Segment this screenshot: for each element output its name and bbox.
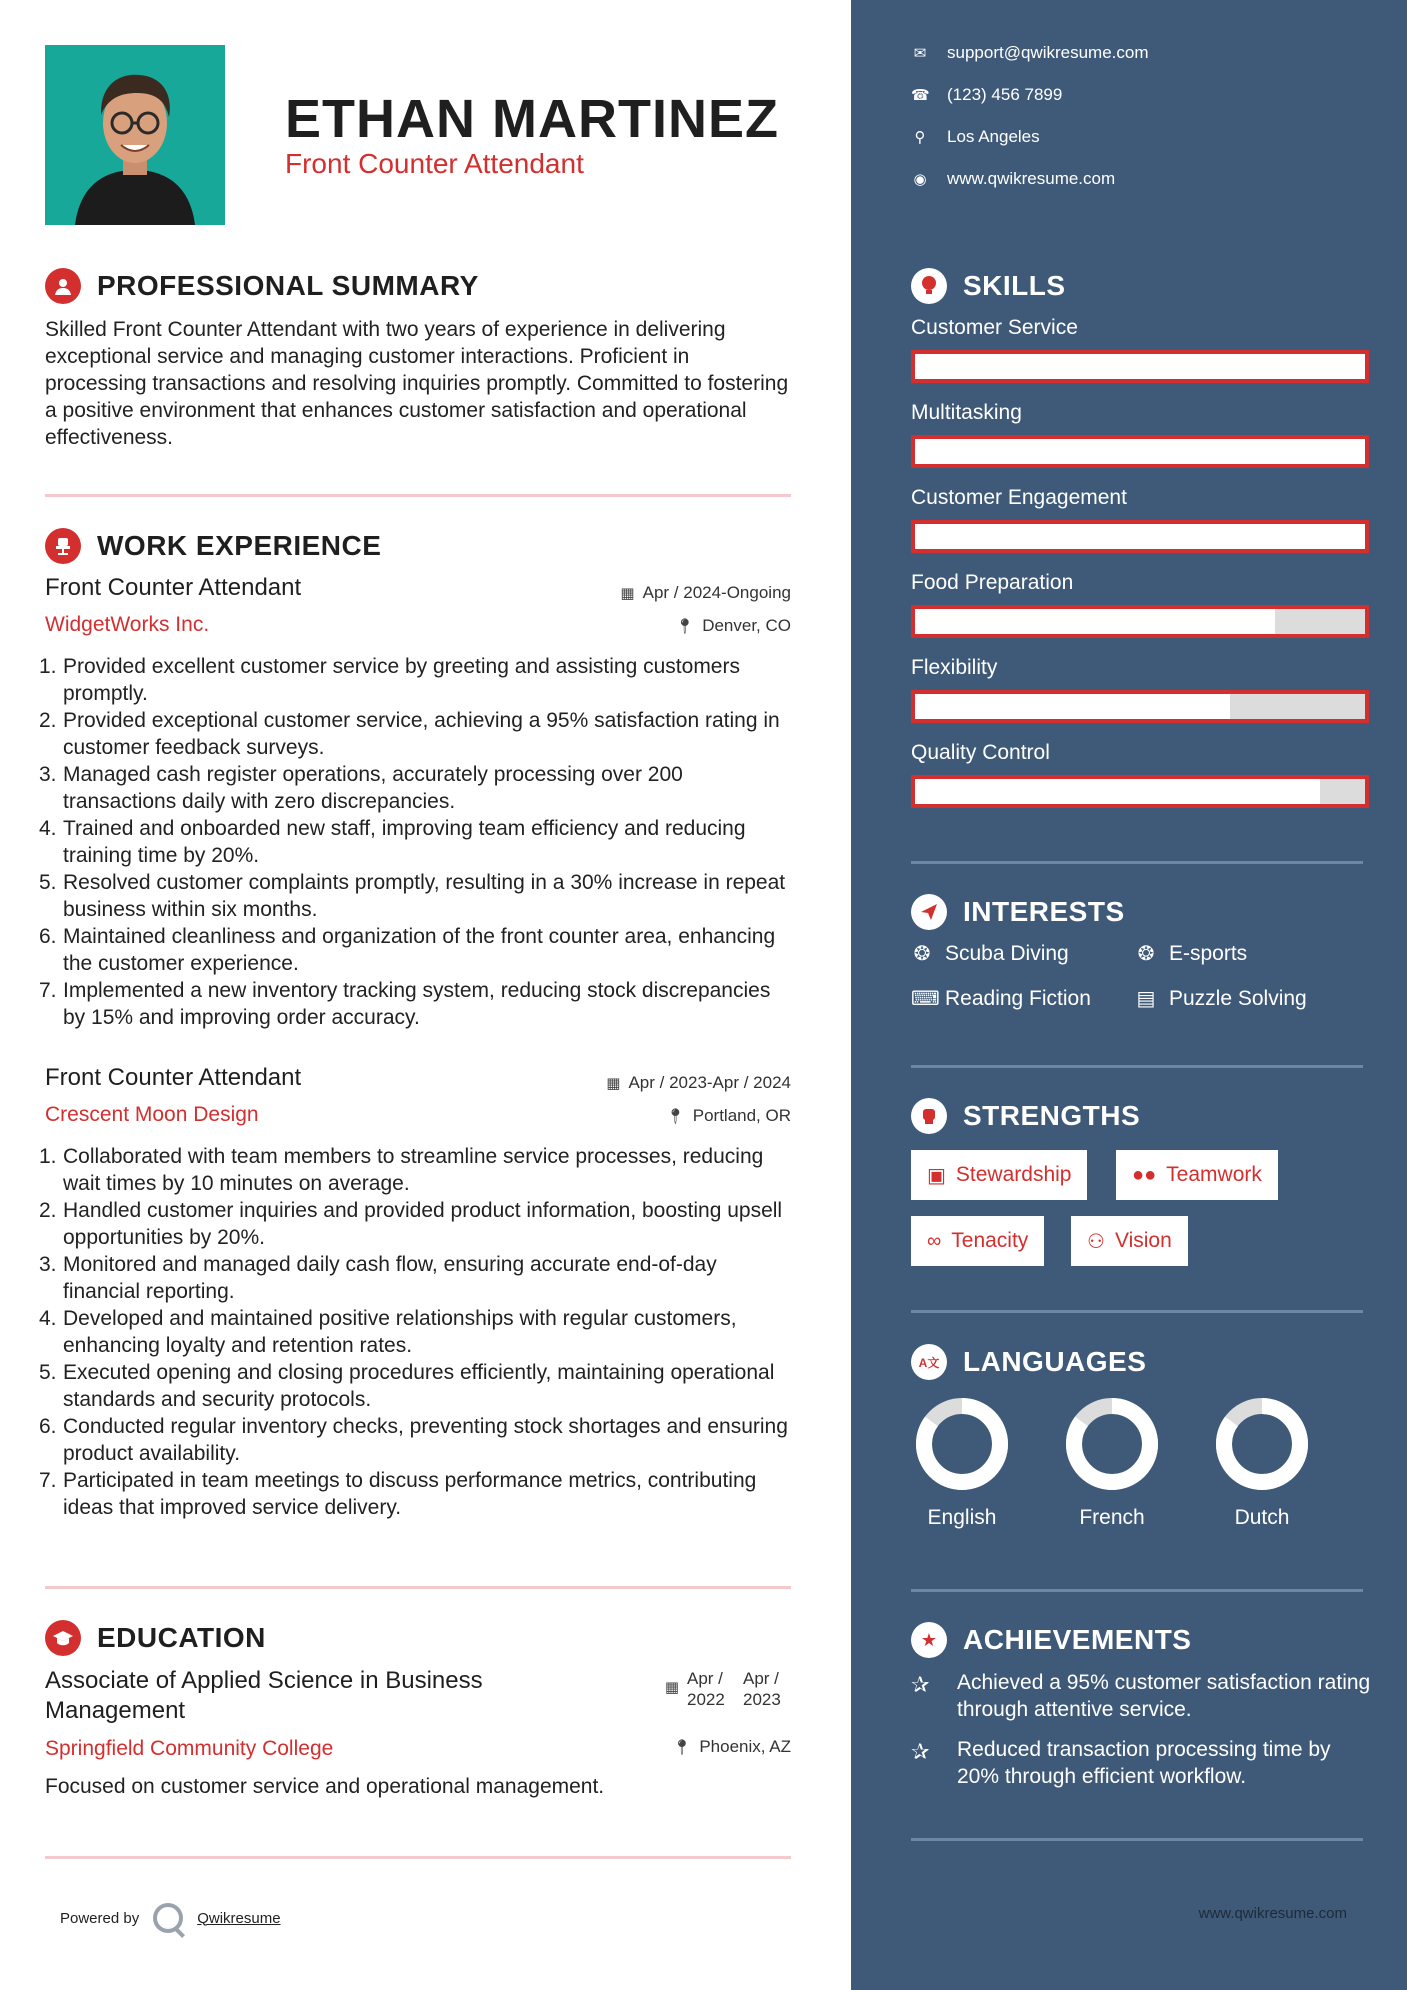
job-company: WidgetWorks Inc. bbox=[45, 613, 210, 636]
language-label: Dutch bbox=[1234, 1506, 1290, 1529]
fist-icon bbox=[911, 1098, 947, 1134]
translate-icon: A文 bbox=[911, 1344, 947, 1380]
book-icon: ▤ bbox=[1136, 988, 1156, 1010]
job-title: Front Counter Attendant bbox=[45, 574, 302, 601]
interests-title: INTERESTS bbox=[963, 896, 1125, 927]
powered-by-label: Powered by bbox=[60, 1909, 140, 1927]
skill-label: Customer Service bbox=[911, 316, 1078, 339]
skill-bar-fill bbox=[915, 524, 1365, 549]
job-location-text: Denver, CO bbox=[702, 616, 791, 635]
skill-bar bbox=[911, 435, 1369, 468]
qwikresume-link[interactable]: Qwikresume bbox=[197, 1909, 281, 1927]
divider bbox=[45, 1856, 791, 1859]
skills-heading bbox=[911, 268, 1066, 304]
job-location bbox=[675, 616, 791, 636]
gamepad-icon: ⌨ bbox=[911, 988, 940, 1010]
language-item bbox=[1057, 1396, 1167, 1530]
skill-label: Food Preparation bbox=[911, 571, 1074, 594]
achievements-title: ACHIEVEMENTS bbox=[963, 1624, 1192, 1655]
skill-bar-fill bbox=[915, 354, 1365, 379]
language-level-ring bbox=[1214, 1396, 1310, 1492]
education-end: Apr / 2023 bbox=[743, 1669, 781, 1709]
list-item: 7. Participated in team meetings to discuss performance metrics, contributing ideas that improved service delivery. bbox=[39, 1469, 757, 1519]
contact-phone[interactable] bbox=[911, 85, 1062, 105]
list-item: 2. Handled customer inquiries and provided product information, boosting upsell opportunities by 20%. bbox=[39, 1199, 783, 1249]
interest-item: ▤ Puzzle Solving bbox=[1136, 986, 1307, 1010]
skill-bar-fill bbox=[915, 779, 1320, 804]
experience-heading bbox=[45, 528, 381, 564]
skill-label: Customer Engagement bbox=[911, 486, 1127, 509]
education-description: Focused on customer service and operational management. bbox=[45, 1775, 605, 1798]
divider bbox=[911, 861, 1363, 864]
skill-bar bbox=[911, 350, 1369, 383]
divider bbox=[911, 1065, 1363, 1068]
education-location bbox=[672, 1737, 791, 1757]
job-duties-list bbox=[39, 653, 797, 1031]
job-location-text: Portland, OR bbox=[692, 1106, 791, 1125]
profile-photo bbox=[45, 45, 225, 225]
strengths-heading bbox=[911, 1098, 1140, 1134]
school-name: Springfield Community College bbox=[45, 1737, 334, 1760]
binoculars-icon: ⚇ bbox=[1087, 1230, 1105, 1253]
education-location-text: Phoenix, AZ bbox=[699, 1737, 791, 1756]
powered-by bbox=[60, 1903, 281, 1933]
calendar-icon: ▦ bbox=[664, 1679, 679, 1696]
summary-title: PROFESSIONAL SUMMARY bbox=[97, 270, 479, 301]
language-item bbox=[1207, 1396, 1317, 1530]
achievement-item: ✰ Achieved a 95% customer satisfaction rating through attentive service. bbox=[911, 1671, 1371, 1721]
job-dates bbox=[606, 1073, 791, 1093]
contact-website[interactable] bbox=[911, 169, 1115, 189]
experience-title: WORK EXPERIENCE bbox=[97, 530, 382, 561]
job-dates bbox=[620, 583, 791, 603]
contact-email-text: support@qwikresume.com bbox=[947, 43, 1149, 62]
job-duties-list bbox=[39, 1143, 797, 1521]
envelope-icon: ✉ bbox=[913, 45, 927, 62]
star-icon: ✰ bbox=[911, 1739, 930, 1764]
map-marker-icon: ⚲ bbox=[914, 129, 926, 146]
list-item: 6. Maintained cleanliness and organization of the front counter area, enhancing the customer experience. bbox=[39, 925, 776, 975]
list-item: 3. Monitored and managed daily cash flow, ensuring accurate end-of-day financial reporting. bbox=[39, 1253, 717, 1303]
chair-icon bbox=[45, 528, 81, 564]
education-start: Apr / 2022 bbox=[687, 1669, 725, 1709]
divider bbox=[911, 1589, 1363, 1592]
pin-icon: 📍︎ bbox=[675, 618, 695, 635]
education-dates bbox=[665, 1668, 791, 1710]
language-label: English bbox=[927, 1506, 997, 1529]
strength-tag: ▣ Stewardship bbox=[911, 1150, 1087, 1200]
language-item bbox=[907, 1396, 1017, 1530]
achievement-item: ✰ Reduced transaction processing time by 20% through efficient workflow. bbox=[911, 1738, 1331, 1788]
qwikresume-logo-icon bbox=[153, 1903, 183, 1933]
briefcase-icon: ▣ bbox=[927, 1164, 946, 1187]
list-item: 1. Collaborated with team members to streamline service processes, reducing wait times by 10 minutes on average. bbox=[39, 1145, 764, 1195]
skills-title: SKILLS bbox=[963, 270, 1066, 301]
skill-label: Multitasking bbox=[911, 401, 1022, 424]
lightbulb-icon bbox=[911, 268, 947, 304]
skill-bar bbox=[911, 690, 1369, 723]
achievements-heading bbox=[911, 1622, 1191, 1658]
calendar-icon: ▦ bbox=[606, 1075, 621, 1092]
skill-label: Quality Control bbox=[911, 741, 1050, 764]
skill-bar-fill bbox=[915, 609, 1275, 634]
contact-email[interactable] bbox=[911, 43, 1149, 63]
pin-icon: 📍︎ bbox=[665, 1108, 685, 1125]
contact-phone-text: (123) 456 7899 bbox=[947, 85, 1063, 104]
languages-title: LANGUAGES bbox=[963, 1346, 1147, 1377]
strengths-title: STRENGTHS bbox=[963, 1100, 1141, 1131]
list-item: 1. Provided excellent customer service by greeting and assisting customers promptly. bbox=[39, 655, 740, 705]
pin-icon: 📍︎ bbox=[672, 1739, 692, 1756]
degree-title: Associate of Applied Science in Business Management bbox=[45, 1667, 483, 1724]
divider bbox=[911, 1310, 1363, 1313]
job-location bbox=[666, 1106, 791, 1126]
link-icon: ∞ bbox=[927, 1229, 942, 1252]
candidate-name: ETHAN MARTINEZ bbox=[285, 89, 779, 149]
user-icon bbox=[45, 268, 81, 304]
candidate-title: Front Counter Attendant bbox=[285, 148, 584, 179]
list-item: 6. Conducted regular inventory checks, preventing stock shortages and ensuring product availability. bbox=[39, 1415, 788, 1465]
language-label: French bbox=[1079, 1506, 1145, 1529]
globe-icon: ◉ bbox=[913, 171, 927, 188]
interests-heading bbox=[911, 894, 1125, 930]
summary-heading bbox=[45, 268, 479, 304]
list-item: 2. Provided exceptional customer service, achieving a 95% satisfaction rating in customer feedback surveys. bbox=[39, 709, 780, 759]
language-level-ring bbox=[914, 1396, 1010, 1492]
languages-heading bbox=[911, 1344, 1146, 1380]
phone-icon: ☎ bbox=[911, 87, 930, 104]
star-icon: ✰ bbox=[911, 1672, 930, 1697]
users-icon: ●● bbox=[1132, 1163, 1157, 1186]
interest-item: ❂ Scuba Diving bbox=[911, 941, 1069, 966]
job-dates-text: Apr / 2024-Ongoing bbox=[642, 583, 791, 602]
avatar bbox=[45, 45, 225, 225]
lifebuoy-icon: ❂ bbox=[913, 943, 931, 965]
contact-location bbox=[911, 127, 1040, 147]
job-dates-text: Apr / 2023-Apr / 2024 bbox=[628, 1073, 791, 1092]
skill-label: Flexibility bbox=[911, 656, 998, 679]
graduation-cap-icon bbox=[45, 1620, 81, 1656]
list-item: 5. Resolved customer complaints promptly, resulting in a 30% increase in repeat business within six months. bbox=[39, 871, 786, 921]
skill-bar bbox=[911, 605, 1369, 638]
education-heading bbox=[45, 1620, 266, 1656]
list-item: 4. Developed and maintained positive relationships with regular customers, enhancing loyalty and retention rates. bbox=[39, 1307, 737, 1357]
lifebuoy-icon: ❂ bbox=[1137, 943, 1155, 965]
skill-bar bbox=[911, 775, 1369, 808]
skill-bar bbox=[911, 520, 1369, 553]
skill-bar-fill bbox=[915, 694, 1230, 719]
contact-website-text: www.qwikresume.com bbox=[947, 169, 1116, 188]
interest-item: ❂ E-sports bbox=[1135, 941, 1247, 966]
divider bbox=[45, 1586, 791, 1589]
footer-website[interactable]: www.qwikresume.com bbox=[1198, 1905, 1347, 1922]
job-company: Crescent Moon Design bbox=[45, 1103, 259, 1126]
strength-tag: ∞ Tenacity bbox=[911, 1216, 1044, 1266]
divider bbox=[45, 494, 791, 497]
paper-plane-icon bbox=[911, 894, 947, 930]
job-title: Front Counter Attendant bbox=[45, 1064, 302, 1091]
language-level-ring bbox=[1064, 1396, 1160, 1492]
list-item: 5. Executed opening and closing procedures efficiently, maintaining operational standards and security protocols. bbox=[39, 1361, 775, 1411]
education-title: EDUCATION bbox=[97, 1622, 266, 1653]
divider bbox=[911, 1838, 1363, 1841]
sidebar bbox=[851, 0, 1407, 1990]
contact-location-text: Los Angeles bbox=[947, 127, 1040, 146]
list-item: 4. Trained and onboarded new staff, improving team efficiency and reducing training time by 20%. bbox=[39, 817, 746, 867]
strength-tag: ●● Teamwork bbox=[1116, 1150, 1278, 1200]
list-item: 7. Implemented a new inventory tracking system, reducing stock discrepancies by 15% and improving order accuracy. bbox=[39, 979, 771, 1029]
interest-item: ⌨ Reading Fiction bbox=[911, 986, 1091, 1010]
summary-text: Skilled Front Counter Attendant with two years of experience in delivering exceptional service and managing customer interactions. Proficient in processing transactions and resolving inquiries promptly. Committed to fostering a positive environment that enhances customer satisfaction and operational effectiveness. bbox=[45, 318, 789, 449]
skill-bar-fill bbox=[915, 439, 1365, 464]
strength-tag: ⚇ Vision bbox=[1071, 1216, 1188, 1266]
star-badge-icon: ★ bbox=[911, 1622, 947, 1658]
calendar-icon: ▦ bbox=[620, 585, 635, 602]
list-item: 3. Managed cash register operations, accurately processing over 200 transactions daily with zero discrepancies. bbox=[39, 763, 683, 813]
